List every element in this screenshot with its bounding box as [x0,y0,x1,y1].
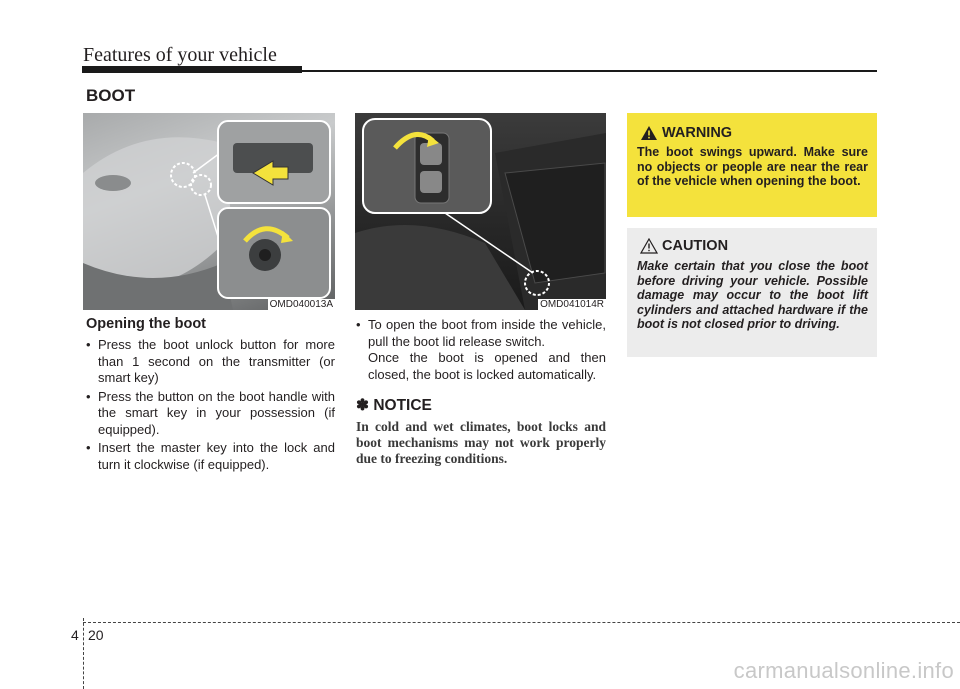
caution-title: CAUTION [662,238,729,254]
caution-body: Make certain that you close the boot before driving your vehicle. Possible damage may occur to the boot lift cylinders and attached hardware if the boot is not closed prior to driving. [637,259,868,331]
boot-exterior-illustration [83,113,335,310]
warning-icon [640,125,658,141]
notice-icon: ✽ [356,397,369,414]
inside-followup: Once the boot is opened and then closed, the boot is locked automatically. [368,350,606,382]
inside-bullet: • To open the boot from inside the vehicle, pull the boot lid release switch. [356,317,606,350]
header-bar [82,66,302,73]
warning-title: WARNING [662,125,733,141]
opening-bullet: • Insert the master key into the lock and turn it clockwise (if equipped). [86,440,335,473]
opening-bullet: • Press the button on the boot handle with the smart key in your possession (if equipped). [86,389,335,439]
header-rule [302,70,877,72]
footer-horizontal-rule [83,622,960,623]
page-header-title: Features of your vehicle [83,44,277,66]
interior-drawing [355,113,606,310]
chapter-number: 4 [71,627,79,643]
page-number: 20 [88,627,104,643]
watermark-text: carmanualsonline.info [733,658,954,683]
opening-list [86,337,335,475]
boot-release-illustration [355,113,606,310]
warning-body: The boot swings upward. Make sure no objects or people are near the rear of the vehicle when opening the boot. [637,145,868,188]
opening-bullet: • Press the boot unlock button for more than 1 second on the transmitter (or smart key) [86,337,335,387]
car-rear-drawing [83,113,335,310]
caution-icon [640,238,658,254]
caution-box [627,228,877,357]
notice-title-text: NOTICE [373,397,432,414]
warning-box [627,113,877,217]
footer-vertical-rule [83,618,84,689]
figure-caption-left: OMD040013A [269,299,333,310]
figure-caption-right: OMD041014R [540,299,604,310]
notice-body: In cold and wet climates, boot locks and boot mechanisms may not work properly due to freezing conditions. [356,419,606,466]
opening-subhead: Opening the boot [86,316,207,332]
notice-title [356,396,432,415]
section-title: BOOT [86,86,136,105]
inside-list [356,317,606,352]
